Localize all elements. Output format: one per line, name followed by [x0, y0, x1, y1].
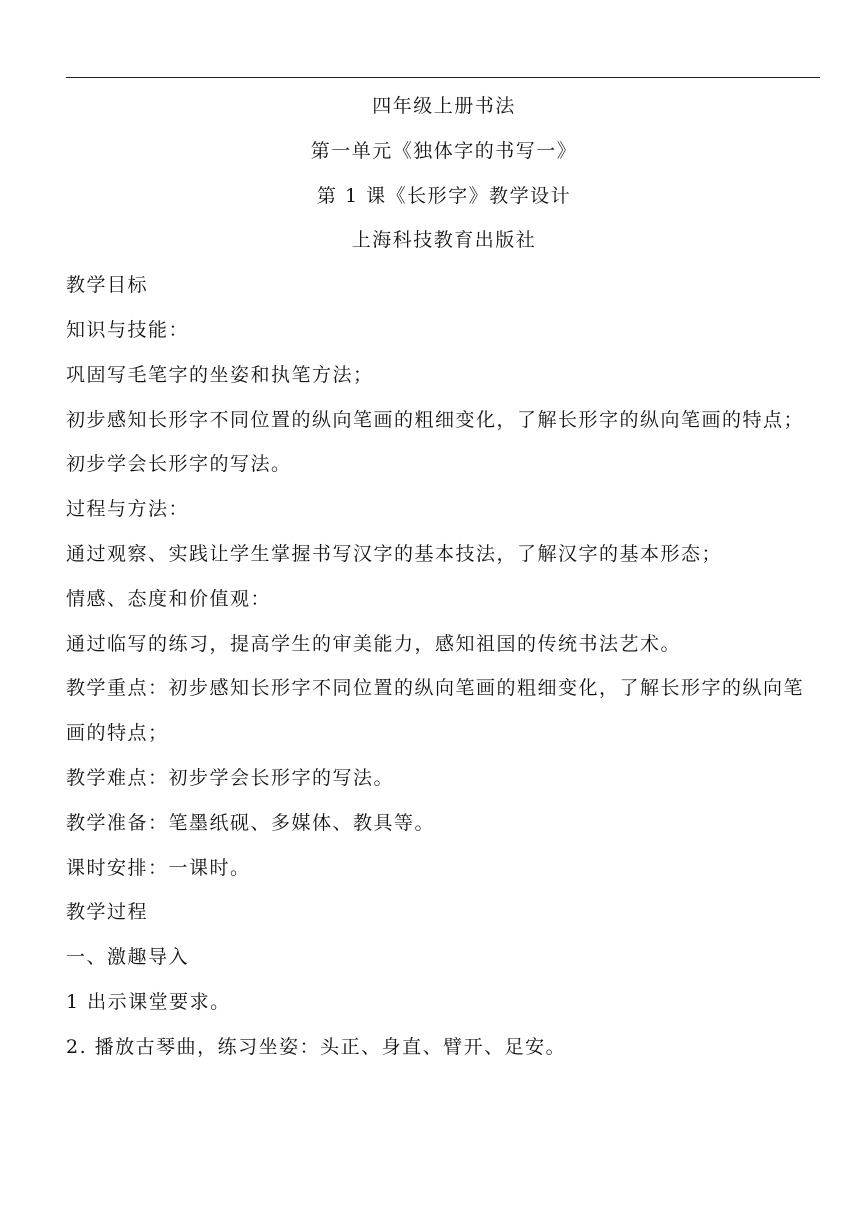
knowledge-item-1: 巩固写毛笔字的坐姿和执笔方法；	[66, 363, 374, 386]
knowledge-item-2: 初步感知长形字不同位置的纵向笔画的粗细变化，了解长形字的纵向笔画的特点；	[66, 408, 805, 431]
difficulty: 教学难点：初步学会长形字的写法。	[66, 766, 395, 789]
knowledge-heading: 知识与技能：	[66, 318, 190, 341]
process-text: 通过观察、实践让学生掌握书写汉字的基本技法，了解汉字的基本形态；	[66, 542, 723, 565]
lesson-title: 第 1 课《长形字》教学设计	[316, 184, 572, 207]
preparation: 教学准备：笔墨纸砚、多媒体、教具等。	[66, 811, 436, 834]
header-rule	[66, 77, 820, 78]
emotion-text: 通过临写的练习，提高学生的审美能力，感知祖国的传统书法艺术。	[66, 632, 682, 655]
document-body	[66, 84, 822, 1070]
key-points: 教学重点：初步感知长形字不同位置的纵向笔画的粗细变化，了解长形字的纵向笔画的特点；	[66, 677, 805, 745]
step-2: 2. 播放古琴曲，练习坐姿：头正、身直、臂开、足安。	[66, 1035, 567, 1058]
procedure-heading: 教学过程	[66, 901, 149, 924]
process-heading: 过程与方法：	[66, 498, 190, 521]
objectives-heading: 教学目标	[66, 274, 149, 297]
knowledge-item-3: 初步学会长形字的写法。	[66, 453, 292, 476]
unit-title: 第一单元《独体字的书写一》	[310, 139, 578, 162]
grade-title: 四年级上册书法	[372, 95, 516, 117]
step-1: 1 出示课堂要求。	[66, 990, 231, 1013]
publisher-name: 上海科技教育出版社	[351, 229, 537, 252]
emotion-heading: 情感、态度和价值观：	[66, 587, 272, 610]
section1-heading: 一、激趣导入	[66, 946, 190, 969]
schedule: 课时安排：一课时。	[66, 856, 251, 879]
